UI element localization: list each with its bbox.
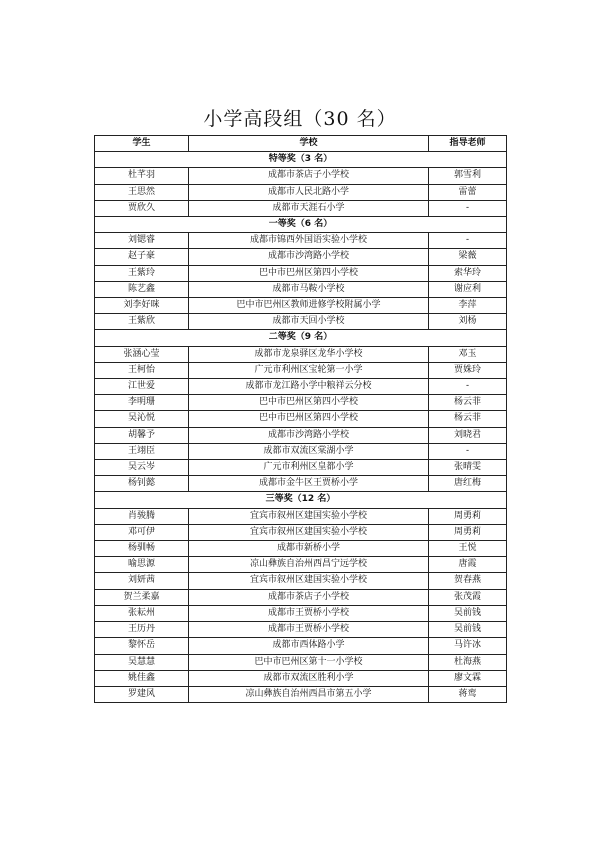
- student-cell: 姚佳鑫: [95, 670, 189, 686]
- teacher-cell: -: [429, 379, 507, 395]
- section-label: 特等奖（3 名）: [95, 152, 507, 168]
- school-cell: 成都市天涯石小学: [189, 200, 429, 216]
- table-row: [95, 184, 507, 200]
- table-body: [95, 152, 507, 703]
- table-row: [95, 541, 507, 557]
- page-title: 小学高段组（30 名）: [203, 108, 397, 130]
- table-row: [95, 508, 507, 524]
- section-header-row: [95, 330, 507, 346]
- student-cell: 王翊臣: [95, 443, 189, 459]
- school-cell: 广元市利州区皇都小学: [189, 460, 429, 476]
- student-cell: 罗建风: [95, 686, 189, 702]
- student-cell: 刘锶睿: [95, 233, 189, 249]
- teacher-cell: 马许冰: [429, 638, 507, 654]
- student-cell: 贾欣久: [95, 200, 189, 216]
- teacher-cell: 索华玲: [429, 265, 507, 281]
- teacher-cell: 唐霞: [429, 557, 507, 573]
- table-header-row: [95, 136, 507, 152]
- awards-table: [94, 135, 507, 703]
- table-row: [95, 362, 507, 378]
- table-row: [95, 460, 507, 476]
- school-cell: 成都市锦西外国语实验小学校: [189, 233, 429, 249]
- section-header-row: [95, 152, 507, 168]
- table-row: [95, 346, 507, 362]
- student-cell: 王紫玲: [95, 265, 189, 281]
- student-cell: 王柯怡: [95, 362, 189, 378]
- teacher-cell: 邓玉: [429, 346, 507, 362]
- teacher-cell: 张晴雯: [429, 460, 507, 476]
- student-cell: 胡馨予: [95, 427, 189, 443]
- teacher-cell: 周勇莉: [429, 524, 507, 540]
- school-cell: 成都市沙湾路小学校: [189, 249, 429, 265]
- student-cell: 张耘州: [95, 605, 189, 621]
- table-row: [95, 379, 507, 395]
- table-row: [95, 589, 507, 605]
- student-cell: 杨驯畅: [95, 541, 189, 557]
- table-row: [95, 670, 507, 686]
- section-label: 二等奖（9 名）: [95, 330, 507, 346]
- school-cell: 宜宾市叙州区建国实验小学校: [189, 573, 429, 589]
- teacher-cell: 李萍: [429, 298, 507, 314]
- student-cell: 邓可伊: [95, 524, 189, 540]
- teacher-cell: 王悦: [429, 541, 507, 557]
- student-cell: 杜芊羽: [95, 168, 189, 184]
- student-cell: 吴云岑: [95, 460, 189, 476]
- header-teacher: 指导老师: [429, 136, 507, 152]
- student-cell: 肖骏腾: [95, 508, 189, 524]
- student-cell: 喻思源: [95, 557, 189, 573]
- school-cell: 宜宾市叙州区建国实验小学校: [189, 508, 429, 524]
- table-row: [95, 265, 507, 281]
- school-cell: 成都市王贾桥小学校: [189, 622, 429, 638]
- student-cell: 杨钊懿: [95, 476, 189, 492]
- table-row: [95, 654, 507, 670]
- teacher-cell: 贺春燕: [429, 573, 507, 589]
- table-row: [95, 622, 507, 638]
- school-cell: 凉山彝族自治州西昌宁远学校: [189, 557, 429, 573]
- student-cell: 贺兰柔嘉: [95, 589, 189, 605]
- school-cell: 巴中市巴州区教师进修学校附属小学: [189, 298, 429, 314]
- table-row: [95, 233, 507, 249]
- teacher-cell: -: [429, 200, 507, 216]
- teacher-cell: 雷蕾: [429, 184, 507, 200]
- teacher-cell: 郭雪利: [429, 168, 507, 184]
- table-row: [95, 686, 507, 702]
- school-cell: 宜宾市叙州区建国实验小学校: [189, 524, 429, 540]
- school-cell: 成都市茶店子小学校: [189, 589, 429, 605]
- header-student: 学生: [95, 136, 189, 152]
- header-school: 学校: [189, 136, 429, 152]
- student-cell: 刘李好咪: [95, 298, 189, 314]
- teacher-cell: 吴前钱: [429, 622, 507, 638]
- school-cell: 巴中市巴州区第四小学校: [189, 411, 429, 427]
- table-row: [95, 281, 507, 297]
- table-row: [95, 557, 507, 573]
- teacher-cell: -: [429, 443, 507, 459]
- school-cell: 成都市龙泉驿区龙华小学校: [189, 346, 429, 362]
- school-cell: 成都市双流区胜利小学: [189, 670, 429, 686]
- school-cell: 成都市新桥小学: [189, 541, 429, 557]
- teacher-cell: 梁薇: [429, 249, 507, 265]
- student-cell: 王历丹: [95, 622, 189, 638]
- school-cell: 成都市王贾桥小学校: [189, 605, 429, 621]
- section-header-row: [95, 492, 507, 508]
- teacher-cell: 周勇莉: [429, 508, 507, 524]
- teacher-cell: 杨云菲: [429, 411, 507, 427]
- student-cell: 赵子豪: [95, 249, 189, 265]
- table-row: [95, 298, 507, 314]
- table-row: [95, 168, 507, 184]
- student-cell: 吴沁悦: [95, 411, 189, 427]
- teacher-cell: 廖文霖: [429, 670, 507, 686]
- teacher-cell: 杜海燕: [429, 654, 507, 670]
- table-row: [95, 395, 507, 411]
- student-cell: 黎怀岳: [95, 638, 189, 654]
- school-cell: 成都市沙湾路小学校: [189, 427, 429, 443]
- school-cell: 成都市天回小学校: [189, 314, 429, 330]
- school-cell: 成都市人民北路小学: [189, 184, 429, 200]
- teacher-cell: -: [429, 233, 507, 249]
- table-row: [95, 249, 507, 265]
- school-cell: 巴中市巴州区第十一小学校: [189, 654, 429, 670]
- table-row: [95, 573, 507, 589]
- teacher-cell: 刘晓君: [429, 427, 507, 443]
- school-cell: 巴中市巴州区第四小学校: [189, 265, 429, 281]
- school-cell: 成都市西体路小学: [189, 638, 429, 654]
- teacher-cell: 谢应利: [429, 281, 507, 297]
- teacher-cell: 吴前钱: [429, 605, 507, 621]
- table-row: [95, 605, 507, 621]
- student-cell: 刘妍茜: [95, 573, 189, 589]
- student-cell: 吴慧慧: [95, 654, 189, 670]
- student-cell: 陈艺鑫: [95, 281, 189, 297]
- teacher-cell: 杨云菲: [429, 395, 507, 411]
- section-label: 一等奖（6 名）: [95, 217, 507, 233]
- student-cell: 王紫欣: [95, 314, 189, 330]
- table-row: [95, 314, 507, 330]
- teacher-cell: 贾姝玲: [429, 362, 507, 378]
- table-row: [95, 476, 507, 492]
- school-cell: 凉山彝族自治州西昌市第五小学: [189, 686, 429, 702]
- school-cell: 成都市茶店子小学校: [189, 168, 429, 184]
- table-row: [95, 200, 507, 216]
- teacher-cell: 张茂霞: [429, 589, 507, 605]
- teacher-cell: 唐红梅: [429, 476, 507, 492]
- table-row: [95, 638, 507, 654]
- table-row: [95, 411, 507, 427]
- school-cell: 广元市利州区宝轮第一小学: [189, 362, 429, 378]
- table-row: [95, 443, 507, 459]
- table-row: [95, 427, 507, 443]
- student-cell: 张涵心莹: [95, 346, 189, 362]
- student-cell: 江世爱: [95, 379, 189, 395]
- student-cell: 李明珊: [95, 395, 189, 411]
- student-cell: 王思然: [95, 184, 189, 200]
- section-header-row: [95, 217, 507, 233]
- school-cell: 成都市马鞍小学校: [189, 281, 429, 297]
- teacher-cell: 刘杨: [429, 314, 507, 330]
- school-cell: 成都市双流区棠湖小学: [189, 443, 429, 459]
- school-cell: 成都市龙江路小学中粮祥云分校: [189, 379, 429, 395]
- teacher-cell: 蒋鸾: [429, 686, 507, 702]
- school-cell: 成都市金牛区王贾桥小学: [189, 476, 429, 492]
- school-cell: 巴中市巴州区第四小学校: [189, 395, 429, 411]
- section-label: 三等奖（12 名）: [95, 492, 507, 508]
- table-row: [95, 524, 507, 540]
